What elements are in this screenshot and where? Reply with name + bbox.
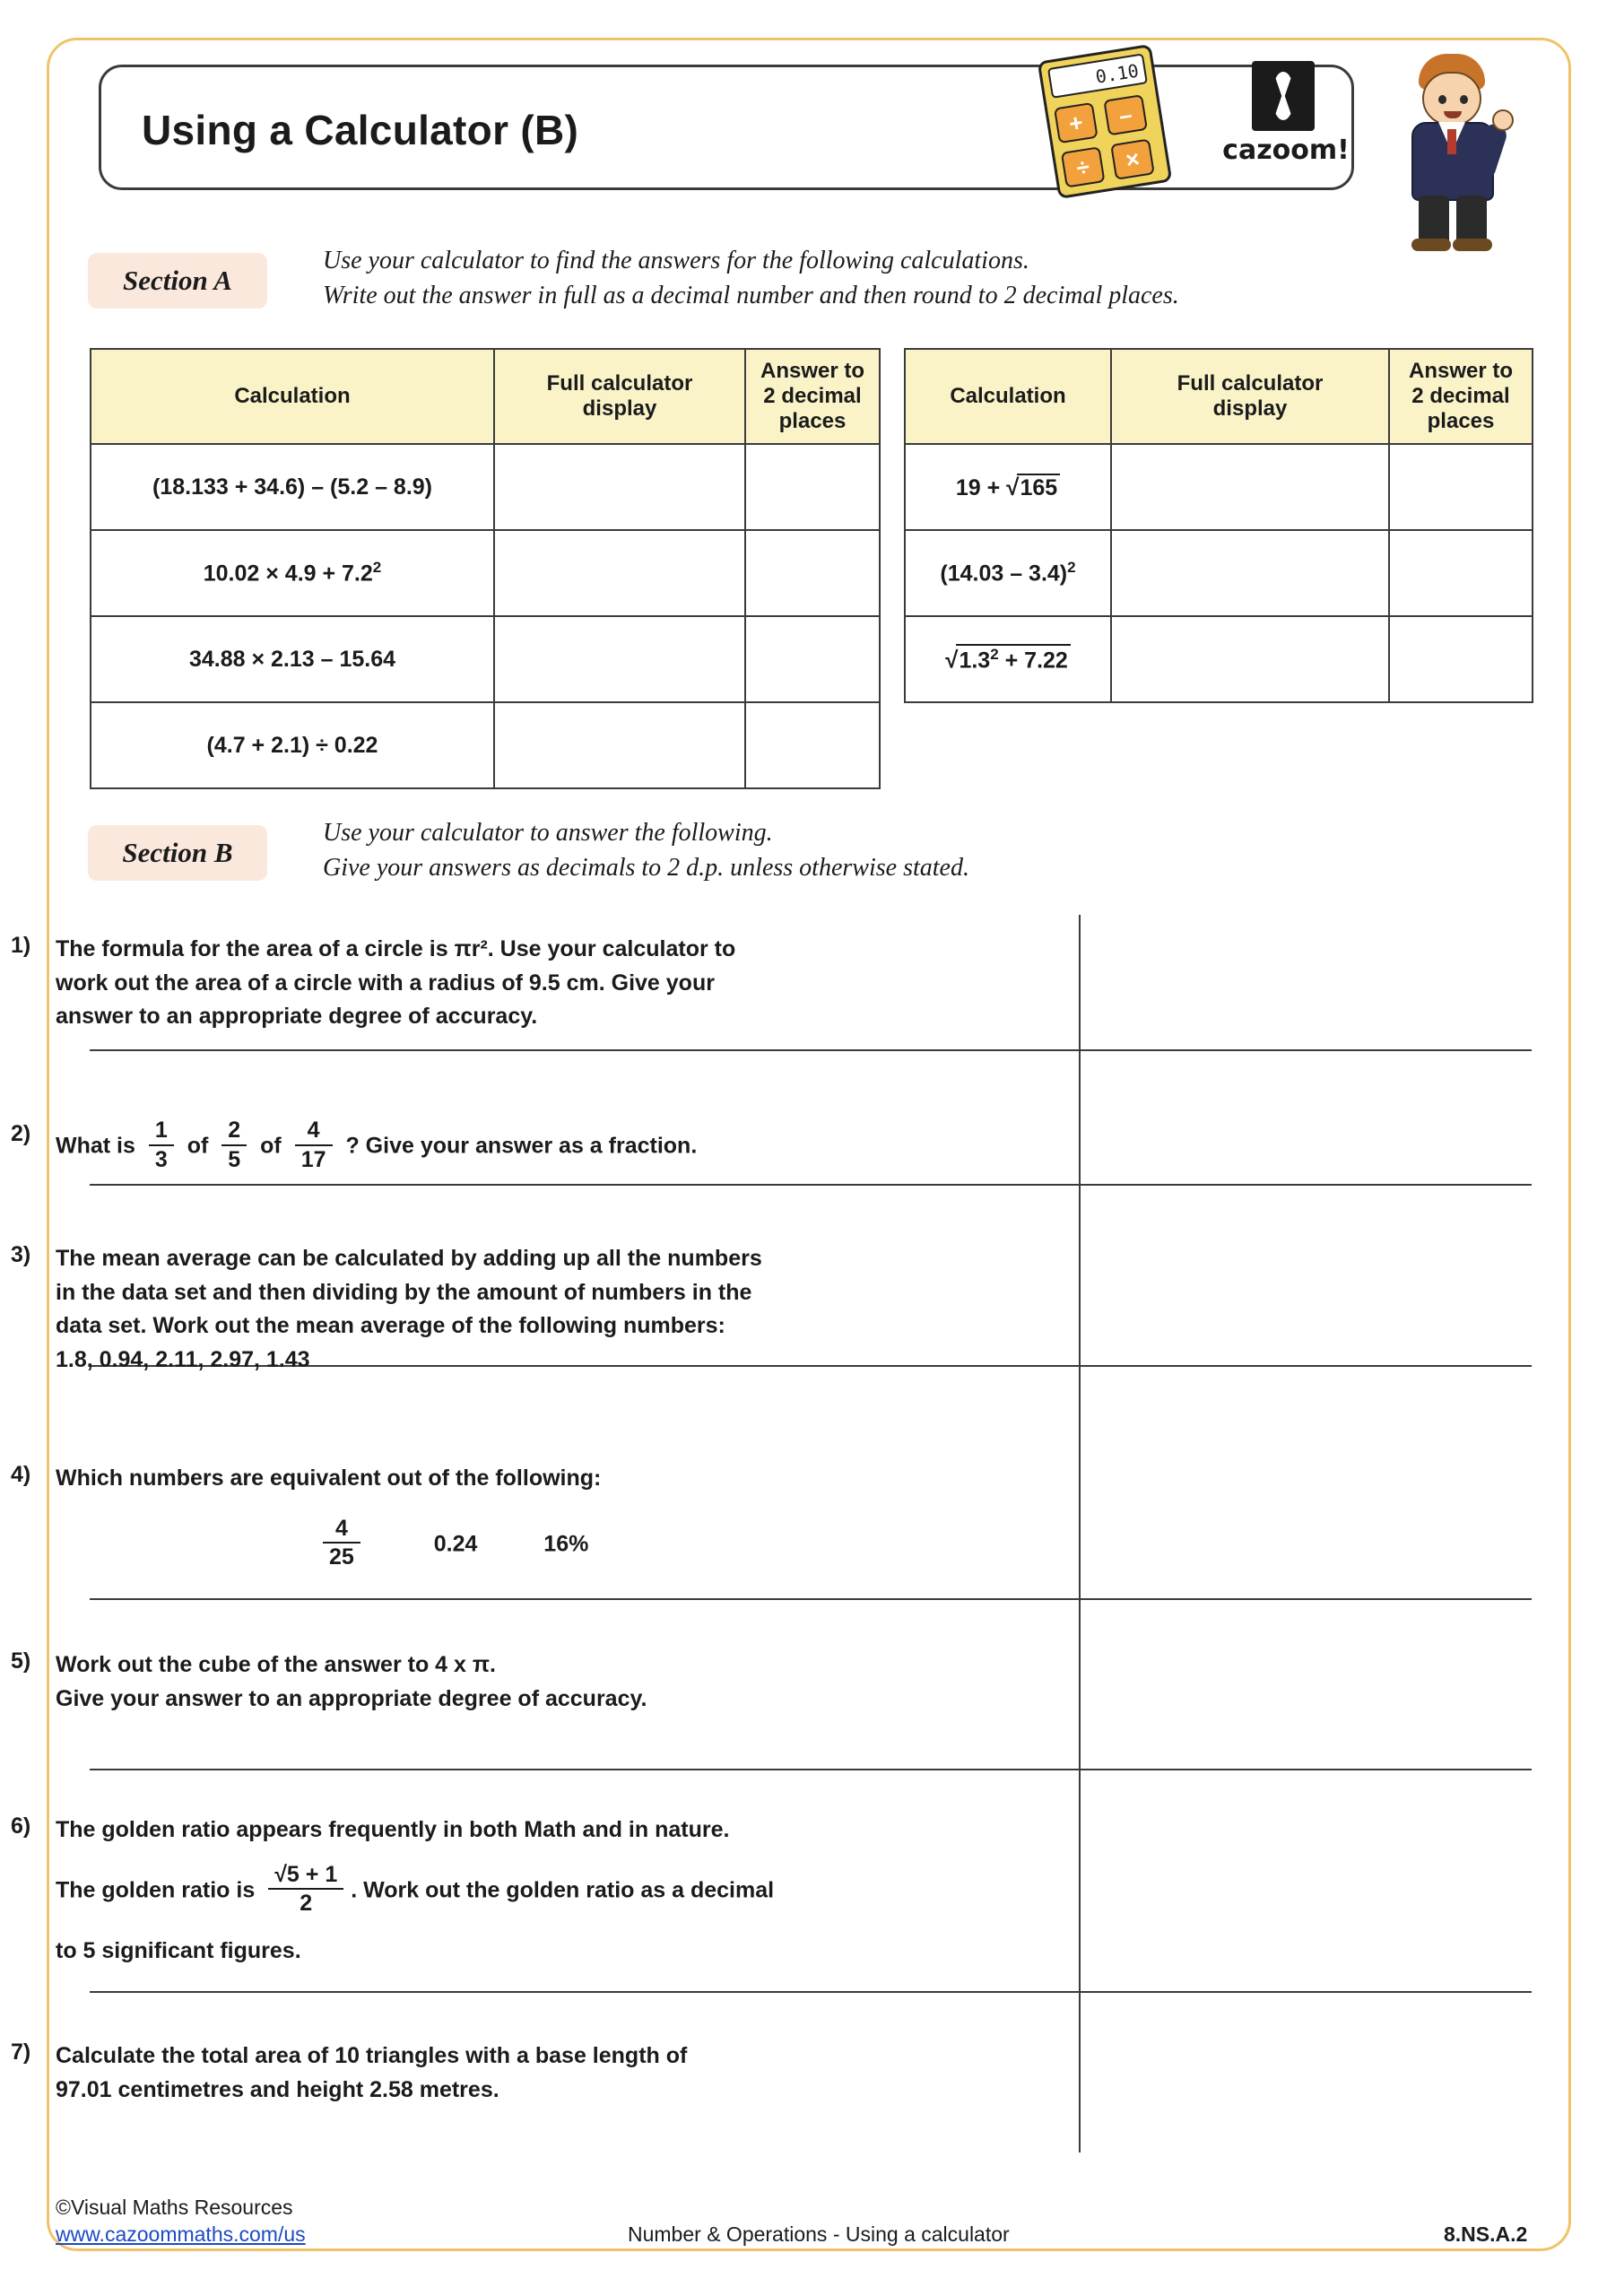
hand-shape [1492,109,1514,131]
eye-left-shape [1438,95,1446,104]
header-full-display [494,349,745,444]
question-line: to 5 significant figures. [56,1938,301,1963]
question-line: in the data set and then dividing by the amount of numbers in the [56,1279,752,1305]
student-illustration [1392,52,1526,249]
header-answer-line1: Answer to [1408,358,1513,383]
question-line: Which numbers are equivalent out of the following: [56,1465,602,1491]
question-mid: of [260,1133,282,1159]
question-text [56,1462,1024,1572]
table-row [91,530,880,616]
question-line: 97.01 centimetres and height 2.58 metres. [56,2076,499,2102]
footer-standard-code: 8.NS.A.2 [1444,2222,1528,2246]
answer-cell-2dp[interactable] [1389,444,1533,530]
fraction-numerator: 4 [323,1516,360,1544]
calculator-key-multiply: × [1110,138,1155,179]
answer-cell-full[interactable] [1111,616,1389,702]
answer-cell-full[interactable] [1111,444,1389,530]
answer-cell-2dp[interactable] [1389,530,1533,616]
fraction-numerator: √5 + 1 [268,1862,343,1891]
header-answer-line1: Answer to [760,358,864,383]
calculation-cell: 19 + √165 [905,444,1111,530]
fraction-numerator: 2 [221,1118,247,1146]
fraction-two-fifths [221,1118,247,1173]
eye-right-shape [1460,95,1468,104]
header-calculation: Calculation [91,349,494,444]
calculator-key-divide: ÷ [1061,146,1106,187]
question-line: Work out the cube of the answer to 4 x π. [56,1652,496,1677]
question-line: The golden ratio appears frequently in both Math and in nature. [56,1817,730,1842]
fraction-denominator: 25 [329,1544,354,1570]
footer-topic: Number & Operations - Using a calculator [628,2222,1010,2246]
question-line [56,1861,1024,1919]
calculation-cell: 34.88 × 2.13 – 15.64 [91,616,494,702]
question-line: 1.8, 0.94, 2.11, 2.97, 1.43 [56,1346,310,1372]
footer-website-link[interactable]: www.cazoommaths.com/us [56,2222,306,2246]
section-b-instructions [323,816,1507,885]
question-text [56,1119,1024,1175]
section-a-instructions-line1: Use your calculator to find the answers for the following calculations. [323,247,1029,274]
calculator-screen: 0.10 [1047,53,1148,98]
calculator-key-minus: – [1103,94,1148,135]
table-row [905,616,1533,702]
header-full-display-line2: display [1212,396,1288,421]
page-title: Using a Calculator (B) [142,107,579,153]
table-header-row [91,349,880,444]
section-b-instructions-line2: Give your answers as decimals to 2 d.p. unless otherwise stated. [323,853,969,882]
answer-space[interactable] [1081,1600,1532,1769]
header-full-display-line2: display [582,396,657,421]
header-answer-2dp [1389,349,1533,444]
question-number: 5) [11,1648,31,1674]
question-line: Calculate the total area of 10 triangles with a base length of [56,2043,688,2068]
answer-cell-2dp[interactable] [745,530,880,616]
header-calculation: Calculation [905,349,1111,444]
question-number: 3) [11,1242,31,1267]
question-line: Give your answer to an appropriate degree of accuracy. [56,1685,647,1711]
fraction-four-seventeenths [295,1118,333,1173]
answer-cell-2dp[interactable] [745,702,880,788]
question-values-row [56,1515,1024,1573]
header-full-display-line1: Full calculator [1177,370,1324,396]
fraction-one-third [149,1118,174,1173]
section-b-badge: Section B [88,825,267,881]
table-row [91,702,880,788]
value-percent: 16% [543,1530,589,1556]
question-line: work out the area of a circle with a radius of 9.5 cm. Give your [56,970,715,996]
question-number: 1) [11,933,31,958]
question-mid: of [187,1133,209,1159]
answer-space[interactable] [1081,1993,1532,2152]
cazoom-logo [1220,61,1352,176]
answer-space[interactable] [1081,1367,1532,1598]
question-text [56,1242,1024,1377]
answer-cell-full[interactable] [494,702,745,788]
footer-copyright-block [56,2196,306,2247]
table-row [91,444,880,530]
fraction-numerator: 4 [295,1118,333,1146]
fraction-four-twentyfifths [323,1516,360,1571]
header-answer-line3: places [1427,409,1495,434]
answer-cell-2dp[interactable] [1389,616,1533,702]
calculation-cell: $10.02 \times 4.9 + 7.2^2$ [91,530,494,616]
logo-mark-icon [1252,61,1315,131]
header-answer-line3: places [778,409,847,434]
fraction-denominator: 3 [154,1146,168,1172]
answer-space[interactable] [1081,915,1532,1049]
table-row [91,616,880,702]
header-full-display-line1: Full calculator [546,370,693,396]
header-answer-line2: 2 decimal [1411,383,1510,408]
section-a-instructions [323,244,1507,313]
calculator-key-plus: + [1054,102,1099,144]
question-line: answer to an appropriate degree of accuracy. [56,1004,538,1029]
question-text [56,2039,1024,2107]
fraction-denominator: 2 [300,1891,313,1917]
question-prefix: What is [56,1133,135,1159]
header-answer-line2: 2 decimal [763,383,862,408]
question-prefix: The golden ratio is [56,1876,256,1902]
fraction-denominator: 5 [228,1146,241,1172]
fraction-golden-ratio [268,1862,343,1918]
fraction-denominator: 17 [300,1146,326,1172]
question-text [56,1813,1024,1969]
logo-text: cazoom! [1222,135,1350,166]
answer-cell-full[interactable] [1111,530,1389,616]
answer-cell-2dp[interactable] [745,444,880,530]
answer-cell-full[interactable] [494,616,745,702]
question-line: The formula for the area of a circle is πr². Use your calculator to [56,936,736,961]
answer-cell-full[interactable] [494,530,745,616]
section-b-instructions-line1: Use your calculator to answer the following. [323,819,773,847]
tie-shape [1447,129,1456,154]
question-line: The mean average can be calculated by adding up all the numbers [56,1246,762,1271]
question-number: 6) [11,1813,31,1839]
question-line: data set. Work out the mean average of the following numbers: [56,1313,725,1338]
value-decimal: 0.24 [433,1530,478,1556]
table-row [905,444,1533,530]
calculation-cell: (18.133 + 34.6) – (5.2 – 8.9) [91,444,494,530]
table-row [905,530,1533,616]
calculation-cell: (4.7 + 2.1) ÷ 0.22 [91,702,494,788]
answer-space[interactable] [1081,1051,1532,1184]
footer-copyright: ©Visual Maths Resources [56,2196,293,2219]
question-text [56,1648,1024,1716]
section-a-table-left [90,348,881,789]
table-header-row [905,349,1533,444]
question-number: 7) [11,2039,31,2065]
header-answer-2dp [745,349,880,444]
question-suffix: ? Give your answer as a fraction. [345,1133,698,1159]
section-a-instructions-line2: Write out the answer in full as a decimal number and then round to 2 decimal places. [323,281,1179,309]
answer-cell-2dp[interactable] [745,616,880,702]
header-full-display [1111,349,1389,444]
question-number: 2) [11,1121,31,1146]
calculation-cell: $√1.3^2 + 7.22$ [905,616,1111,702]
question-text [56,933,1024,1034]
fraction-numerator: 1 [149,1118,174,1146]
section-a-badge: Section A [88,253,267,309]
section-a-table-right [904,348,1533,703]
answer-space[interactable] [1081,1770,1532,1991]
answer-cell-full[interactable] [494,444,745,530]
question-number: 4) [11,1462,31,1487]
answer-space[interactable] [1081,1186,1532,1365]
calculation-cell: (14.03 – 3.4)$^2$ [905,530,1111,616]
calculator-icon [1038,44,1173,199]
question-suffix: . Work out the golden ratio as a decimal [351,1876,775,1902]
